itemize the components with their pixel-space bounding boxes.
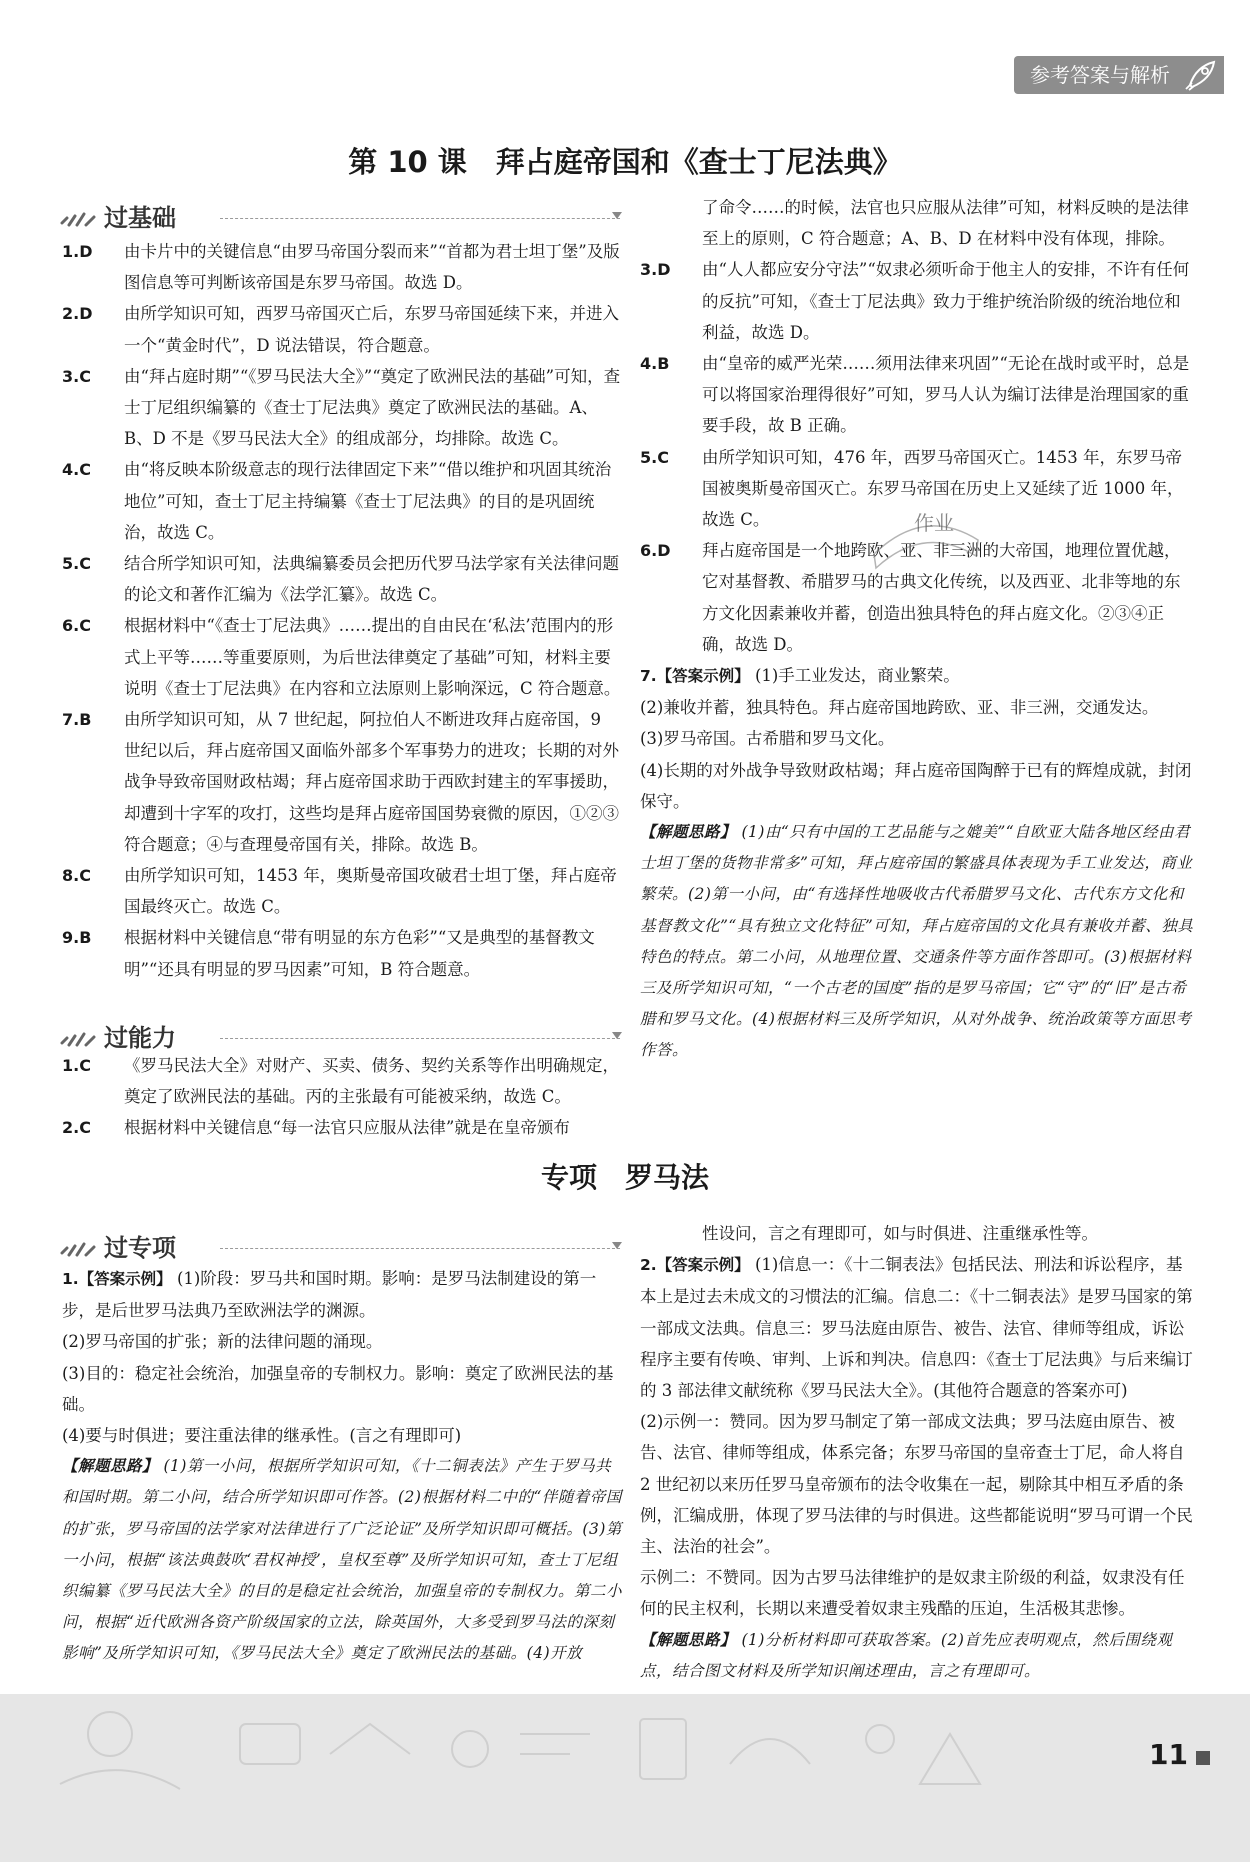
q1-reasoning [62, 1451, 622, 1669]
answer-item [62, 548, 622, 610]
page-number: 11 [1149, 1738, 1188, 1771]
right-column-top [640, 192, 1196, 1067]
answer-number: 4.C [62, 460, 91, 480]
answer-example-tag: 7.【答案示例】 [640, 667, 750, 686]
answer-item [62, 236, 622, 298]
answer-text: 由“拜占庭时期”“《罗马民法大全》”“奠定了欧洲民法的基础”可知，查士丁尼组织编纂的《查士丁尼法典》奠定了欧洲民法的基础。A、B、D 不是《罗马民法大全》的组成部分，均排除。故选 C。 [124, 366, 621, 449]
answer-number: 1.C [62, 1056, 91, 1075]
section-header-ability [60, 1018, 620, 1052]
q7-reasoning [640, 817, 1196, 1067]
answer-text: 根据材料中“《查士丁尼法典》……提出的自由民在‘私法’范围内的形式上平等……等重要原则，为后世法律奠定了基础”可知，材料主要说明《查士丁尼法典》在内容和立法原则上影响深远，C 符合题意。 [124, 616, 621, 698]
reasoning-text: (1)由“只有中国的工艺品能与之媲美”“自欧亚大陆各地区经由君士坦丁堡的货物非常多”可知，拜占庭帝国的繁盛具体表现为手工业发达，商业繁荣。(2)第一小问，由“有选择性地吸收古代希腊罗马文化、古代东方文化和基督教文化”“具有独立文化特征”可知，拜占庭帝国的文化具有兼收并蓄、独具特色的特点。第二小问，从地理位置、交通条件等方面作答即可。(3)根据材料三及所学知识可知，“一个古老的国度”指的是罗马帝国；它“守”的“旧”是古希腊和罗马文化。(4)根据材料三及所学知识，从对外战争、统治政策等方面思考作答。 [640, 823, 1194, 1060]
answer-number: 6.C [62, 616, 91, 636]
section-title-special: 过专项 [104, 1234, 176, 1262]
answer-text: 拜占庭帝国是一个地跨欧、亚、非三洲的大帝国，地理位置优越，它对基督教、希腊罗马的古典文化传统，以及西亚、北非等地的东方文化因素兼收并蓄，创造出独具特色的拜占庭文化。②③④正确，故选 D。 [702, 541, 1181, 654]
homework-stamp [866, 496, 984, 588]
reasoning-text: (1)分析材料即可获取答案。(2)首先应表明观点，然后围绕观点，结合图文材料及所学知识阐述理由，言之有理即可。 [640, 1630, 1173, 1680]
answer-line: (4)长期的对外战争导致财政枯竭；拜占庭帝国陶醉于已有的辉煌成就，封闭保守。 [640, 760, 1192, 811]
answer-paragraph: 示例二：不赞同。因为古罗马法律维护的是奴隶主阶级的利益，奴隶没有任何的民主权利，长期以来遭受着奴隶主残酷的压迫，生活极其悲惨。 [640, 1568, 1185, 1619]
answer-continuation [640, 1218, 1196, 1249]
answer-item [62, 1050, 622, 1112]
answer-text: 由所学知识可知，西罗马帝国灭亡后，东罗马帝国延续下来，并进入一个“黄金时代”，D 说法错误，符合题意。 [124, 304, 619, 355]
reasoning-tag: 【解题思路】 [640, 823, 737, 842]
answer-example-tag: 1.【答案示例】 [62, 1270, 172, 1288]
header-tab [1014, 56, 1224, 94]
rocket-icon [1184, 59, 1218, 91]
section-marks-icon [60, 1029, 98, 1049]
answer-number: 5.C [62, 554, 91, 574]
answer-text: (1)手工业发达，商业繁荣。 [754, 666, 960, 686]
answer-text: 由“将反映本阶级意志的现行法律固定下来”“借以维护和巩固其统治地位”可知，查士丁尼主持编纂《查士丁尼法典》的目的是巩固统治，故选 C。 [124, 460, 612, 542]
special-title: 专项 罗马法 [540, 1161, 709, 1194]
section-header-special [60, 1228, 620, 1262]
answer-text: 了命令……的时候，法官也只应服从法律”可知，材料反映的是法律至上的原则，C 符合题意；A、B、D 在材料中没有体现，排除。 [702, 198, 1189, 249]
answer-item [62, 860, 622, 922]
basic-answers [62, 236, 622, 985]
answer-continuation [640, 192, 1196, 254]
section-marks-icon [60, 209, 98, 229]
answer-line: (3)目的：稳定社会统治，加强皇帝的专制权力。影响：奠定了欧洲民法的基础。 [62, 1363, 614, 1414]
answer-number: 8.C [62, 866, 91, 886]
footer-doodle-decoration [0, 1694, 1250, 1862]
answer-item [62, 922, 622, 984]
header-tab-label: 参考答案与解析 [1030, 63, 1170, 87]
answer-text: 由所学知识可知，1453 年，奥斯曼帝国攻破君士坦丁堡，拜占庭帝国最终灭亡。故选 C。 [124, 866, 617, 917]
answer-number: 7.B [62, 710, 92, 730]
answer-line: (2)罗马帝国的扩张；新的法律问题的涌现。 [62, 1332, 383, 1352]
answer-item [640, 348, 1196, 442]
q7-answer [640, 660, 1196, 692]
section-marks-icon [60, 1239, 98, 1259]
q2-reasoning [640, 1625, 1196, 1687]
answer-text: 由“皇帝的威严光荣……须用法律来巩固”“无论在战时或平时，总是可以将国家治理得很好”可知，罗马人认为编订法律是治理国家的重要手段，故 B 正确。 [702, 354, 1190, 436]
answer-paragraph: (2)示例一：赞同。因为罗马制定了第一部成文法典；罗马法庭由原告、被告、法官、律师等组成，体系完备；东罗马帝国的皇帝查士丁尼，命人将自 2 世纪初以来历任罗马皇帝颁布的法令收集在一起，剔除其中相互矛盾的条例，汇编成册，体现了罗马法律的与时俱进。这些都能说明“罗马可谓一个民主、法治的社会”。 [640, 1412, 1193, 1557]
answer-text: 《罗马民法大全》对财产、买卖、债务、契约关系等作出明确规定，奠定了欧洲民法的基础。丙的主张最有可能被采纳，故选 C。 [124, 1056, 619, 1107]
answer-number: 2.D [62, 304, 93, 324]
section-title-ability: 过能力 [104, 1024, 176, 1052]
answer-item [640, 254, 1196, 348]
q2-answer [640, 1249, 1196, 1406]
reasoning-tag: 【解题思路】 [62, 1457, 159, 1476]
answer-text: 由所学知识可知，从 7 世纪起，阿拉伯人不断进攻拜占庭帝国，9 世纪以后，拜占庭帝国又面临外部多个军事势力的进攻；长期的对外战争导致帝国财政枯竭；拜占庭帝国求助于西欧封建主的军事援助，却遭到十字军的攻打，这些均是拜占庭帝国国势衰微的原因，①②③符合题意；④与查理曼帝国有关，排除。故选 B。 [124, 710, 619, 854]
page-marker-square [1196, 1751, 1210, 1765]
answer-text: 根据材料中关键信息“带有明显的东方色彩”“又是典型的基督教文明”“还具有明显的罗马因素”可知，B 符合题意。 [124, 928, 595, 979]
q1-answer [62, 1263, 622, 1326]
answer-number: 5.C [640, 447, 669, 467]
answer-number: 3.C [62, 366, 91, 386]
answer-item [62, 1112, 622, 1143]
answer-example-tag: 2.【答案示例】 [640, 1256, 750, 1275]
answer-text: 结合所学知识可知，法典编纂委员会把历代罗马法学家有关法律问题的论文和著作汇编为《法学汇纂》。故选 C。 [124, 554, 619, 605]
special-right-column [640, 1218, 1196, 1687]
ability-answers [62, 1050, 622, 1144]
answer-number: 4.B [640, 354, 670, 374]
stamp-label: 作业 [914, 511, 954, 535]
answer-line: (3)罗马帝国。古希腊和罗马文化。 [640, 729, 895, 749]
answer-line: (2)兼收并蓄，独具特色。拜占庭帝国地跨欧、亚、非三洲，交通发达。 [640, 698, 1159, 718]
answer-text: 根据材料中关键信息“每一法官只应服从法律”就是在皇帝颁布 [124, 1118, 570, 1138]
answer-number: 2.C [62, 1118, 91, 1138]
answer-number: 6.D [640, 541, 671, 561]
answer-line: (4)要与时俱进；要注重法律的继承性。(言之有理即可) [62, 1426, 462, 1446]
answer-text: 性设问，言之有理即可，如与时俱进、注重继承性等。 [702, 1224, 1098, 1243]
section-header-basic [60, 198, 620, 232]
answer-text: 由卡片中的关键信息“由罗马帝国分裂而来”“首都为君士坦丁堡”及版图信息等可判断该帝国是东罗马帝国。故选 D。 [124, 242, 620, 293]
special-left-column [62, 1263, 622, 1670]
reasoning-text: (1)第一小问，根据所学知识可知，《十二铜表法》产生于罗马共和国时期。第二小问，结合所学知识即可作答。(2)根据材料二中的“伴随着帝国的扩张，罗马帝国的法学家对法律进行了广泛论证”及所学知识即可概括。(3)第一小问，根据“该法典鼓吹‘君权神授’，皇权至尊”及所学知识可知，查士丁尼组织编纂《罗马民法大全》的目的是稳定社会统治，加强皇帝的专制权力。第二小问，根据“近代欧洲各资产阶级国家的立法，除英国外，大多受到罗马法的深刻影响”及所学知识可知，《罗马民法大全》奠定了欧洲民法的基础。(4)开放 [62, 1457, 623, 1663]
answer-item [62, 298, 622, 360]
answer-number: 3.D [640, 260, 671, 280]
lesson-title: 第 10 课 拜占庭帝国和《查士丁尼法典》 [348, 145, 902, 179]
answer-text: (1)信息一：《十二铜表法》包括民法、刑法和诉讼程序，基本上是过去未成文的习惯法的汇编。信息二：《十二铜表法》是罗马国家的第一部成文法典。信息三：罗马法庭由原告、被告、法官、律师等组成，诉讼程序主要有传唤、审判、上诉和判决。信息四：《查士丁尼法典》与后来编订的 3 部法律文献统称《罗马民法大全》。(其他符合题意的答案亦可) [640, 1255, 1193, 1401]
answer-text: (1)阶段：罗马共和国时期。影响：是罗马法制建设的第一步，是后世罗马法典乃至欧洲法学的渊源。 [62, 1269, 597, 1321]
answer-number: 1.D [62, 242, 93, 261]
answer-item [62, 361, 622, 455]
section-title-basic: 过基础 [104, 204, 176, 232]
answer-item [62, 610, 622, 704]
reasoning-tag: 【解题思路】 [640, 1630, 737, 1649]
answer-number: 9.B [62, 928, 92, 948]
answer-item [62, 704, 622, 860]
answer-text: 由所学知识可知，476 年，西罗马帝国灭亡。1453 年，东罗马帝国被奥斯曼帝国灭亡。东罗马帝国在历史上又延续了近 1000 年，故选 C。 [702, 447, 1184, 530]
answer-item [62, 454, 622, 548]
answer-text: 由“人人都应安分守法”“奴隶必须听命于他主人的安排，不许有任何的反抗”可知，《查士丁尼法典》致力于维护统治阶级的统治地位和利益，故选 D。 [702, 260, 1190, 342]
